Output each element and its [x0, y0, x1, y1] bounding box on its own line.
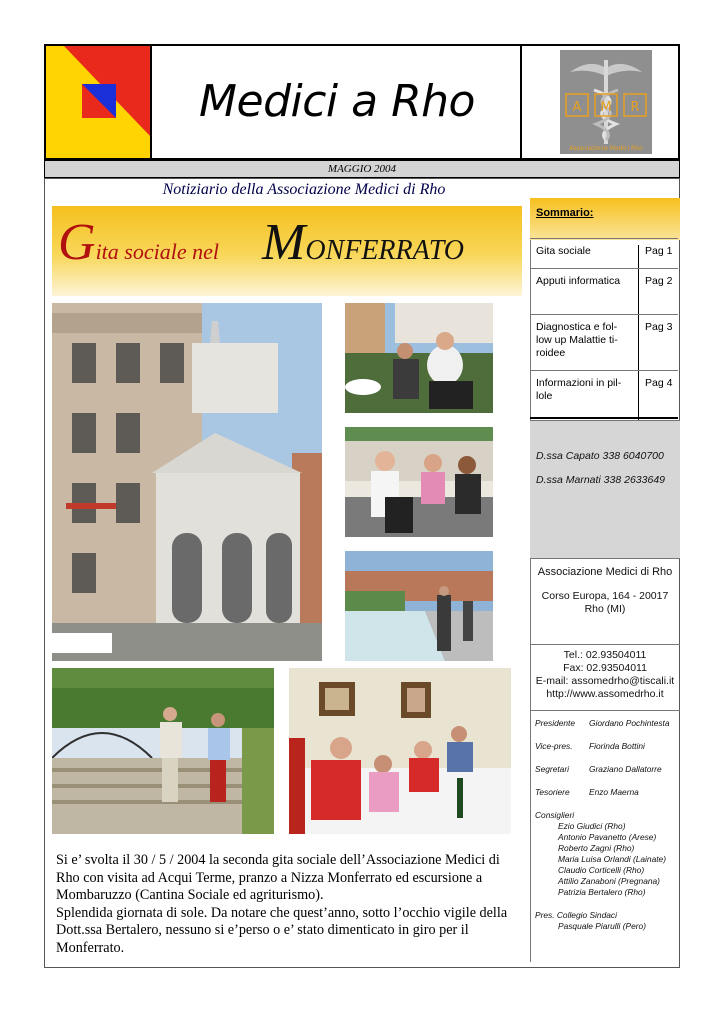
toc-page: Pag 3	[638, 321, 678, 377]
officer-role: Segretari	[535, 764, 569, 774]
toc-page: Pag 4	[638, 377, 678, 423]
contact-phone: D.ssa Marnati 338 2633649	[536, 474, 665, 486]
svg-text:Associazione Medici Rho: Associazione Medici Rho	[569, 145, 643, 152]
contacts-box	[530, 420, 680, 559]
photo-acqui-terme-bollente	[52, 303, 322, 661]
association-email[interactable]: E-mail: assomedrho@tiscali.it	[535, 675, 675, 687]
photo-vineyard-walk	[52, 668, 274, 834]
photo-women-cafe-terrace	[345, 427, 493, 537]
sommario-header	[530, 198, 680, 240]
consigliere-name: Antonio Pavanetto (Arese)	[558, 832, 657, 842]
toc-row[interactable]	[530, 238, 678, 269]
association-tel: Tel.: 02.93504011	[563, 649, 647, 661]
consigliere-name: Attilio Zanaboni (Pregnana)	[558, 876, 660, 886]
association-name: Associazione Medici di Rho	[537, 566, 673, 578]
toc-label: Diagnostica e fol-low up Malattie ti-roidee	[536, 321, 618, 359]
svg-text:R: R	[630, 100, 640, 115]
consigliere-name: Ezio Giudici (Rho)	[558, 821, 626, 831]
photo-street-fountain	[345, 551, 493, 661]
officer-name: Graziano Dallatorre	[589, 764, 662, 774]
contact-phone: D.ssa Capato 338 6040700	[536, 450, 664, 462]
officer-role: Presidente	[535, 718, 576, 728]
consiglieri-label: Consiglieri	[535, 810, 575, 820]
newsletter-subtitle: Notiziario della Associazione Medici di Rho	[162, 181, 446, 198]
headline-initial-g: G	[58, 214, 96, 271]
photo-group-seated-outdoors	[345, 303, 493, 413]
toc-page: Pag 2	[638, 275, 678, 321]
masthead-logo	[46, 46, 152, 158]
amr-logo	[560, 50, 652, 154]
toc-label: Informazioni in pil-lole	[536, 377, 622, 402]
sommario-title: Sommario:	[536, 207, 594, 219]
publication-title: Medici a Rho	[199, 76, 475, 127]
association-website[interactable]: http://www.assomedrho.it	[546, 688, 664, 700]
toc-row[interactable]	[530, 314, 678, 371]
association-logo-box	[520, 46, 680, 158]
masthead-title-box	[152, 46, 522, 158]
article-body	[56, 852, 516, 958]
association-fax: Fax: 02.93504011	[563, 662, 647, 674]
headline-part-1	[58, 213, 219, 272]
headline-text-2: ONFERRATO	[305, 235, 464, 266]
association-address-line-2: Rho (MI)	[584, 603, 626, 615]
collegio-label: Pres. Collegio Sindaci	[535, 910, 617, 920]
svg-text:A: A	[572, 100, 582, 115]
headline-part-2	[262, 213, 464, 272]
association-address-line-1: Corso Europa, 164 - 20017	[541, 590, 669, 602]
headline-initial-m: M	[262, 214, 306, 271]
photo-lunch-restaurant	[289, 668, 511, 834]
officer-name: Fiorinda Bottini	[589, 741, 645, 751]
headline-text-1: ita sociale nel	[95, 239, 219, 264]
article-paragraph-2: Splendida giornata di sole. Da notare che quest’anno, sotto l’occhio vigile della Dott.ssa Bertalero, nessuno si e’perso o e’ stato dimenticato in giro per il Monferrato.	[56, 904, 508, 956]
collegio-name: Pasquale Piarulli (Pero)	[558, 921, 646, 931]
issue-date: MAGGIO 2004	[327, 163, 397, 175]
officer-role: Vice-pres.	[535, 741, 573, 751]
officer-name: Enzo Maerna	[589, 787, 639, 797]
officer-name: Giordano Pochintesta	[589, 718, 670, 728]
svg-text:M: M	[600, 100, 612, 115]
consigliere-name: Roberto Zagni (Rho)	[558, 843, 635, 853]
consigliere-name: Claudio Corticelli (Rho)	[558, 865, 645, 875]
issue-date-bar	[44, 160, 680, 178]
officer-role: Tesoriere	[535, 787, 570, 797]
toc-row[interactable]	[530, 370, 678, 419]
consigliere-name: Patrizia Bertalero (Rho)	[558, 887, 646, 897]
toc-label: Gita sociale	[536, 245, 591, 257]
masthead	[44, 44, 680, 160]
toc-label: Apputi informatica	[536, 275, 621, 287]
consigliere-name: Maria Luisa Orlandi (Lainate)	[558, 854, 666, 864]
toc-row[interactable]	[530, 268, 678, 315]
toc-page: Pag 1	[638, 245, 678, 275]
article-paragraph-1: Si e’ svolta il 30 / 5 / 2004 la seconda gita sociale dell’Associazione Medici di Rho con visita ad Acqui Terme, pranzo a Nizza Monferrato ed escursione a Mombaruzzo (Cantina Sociale ed agriturismo).	[56, 852, 500, 904]
